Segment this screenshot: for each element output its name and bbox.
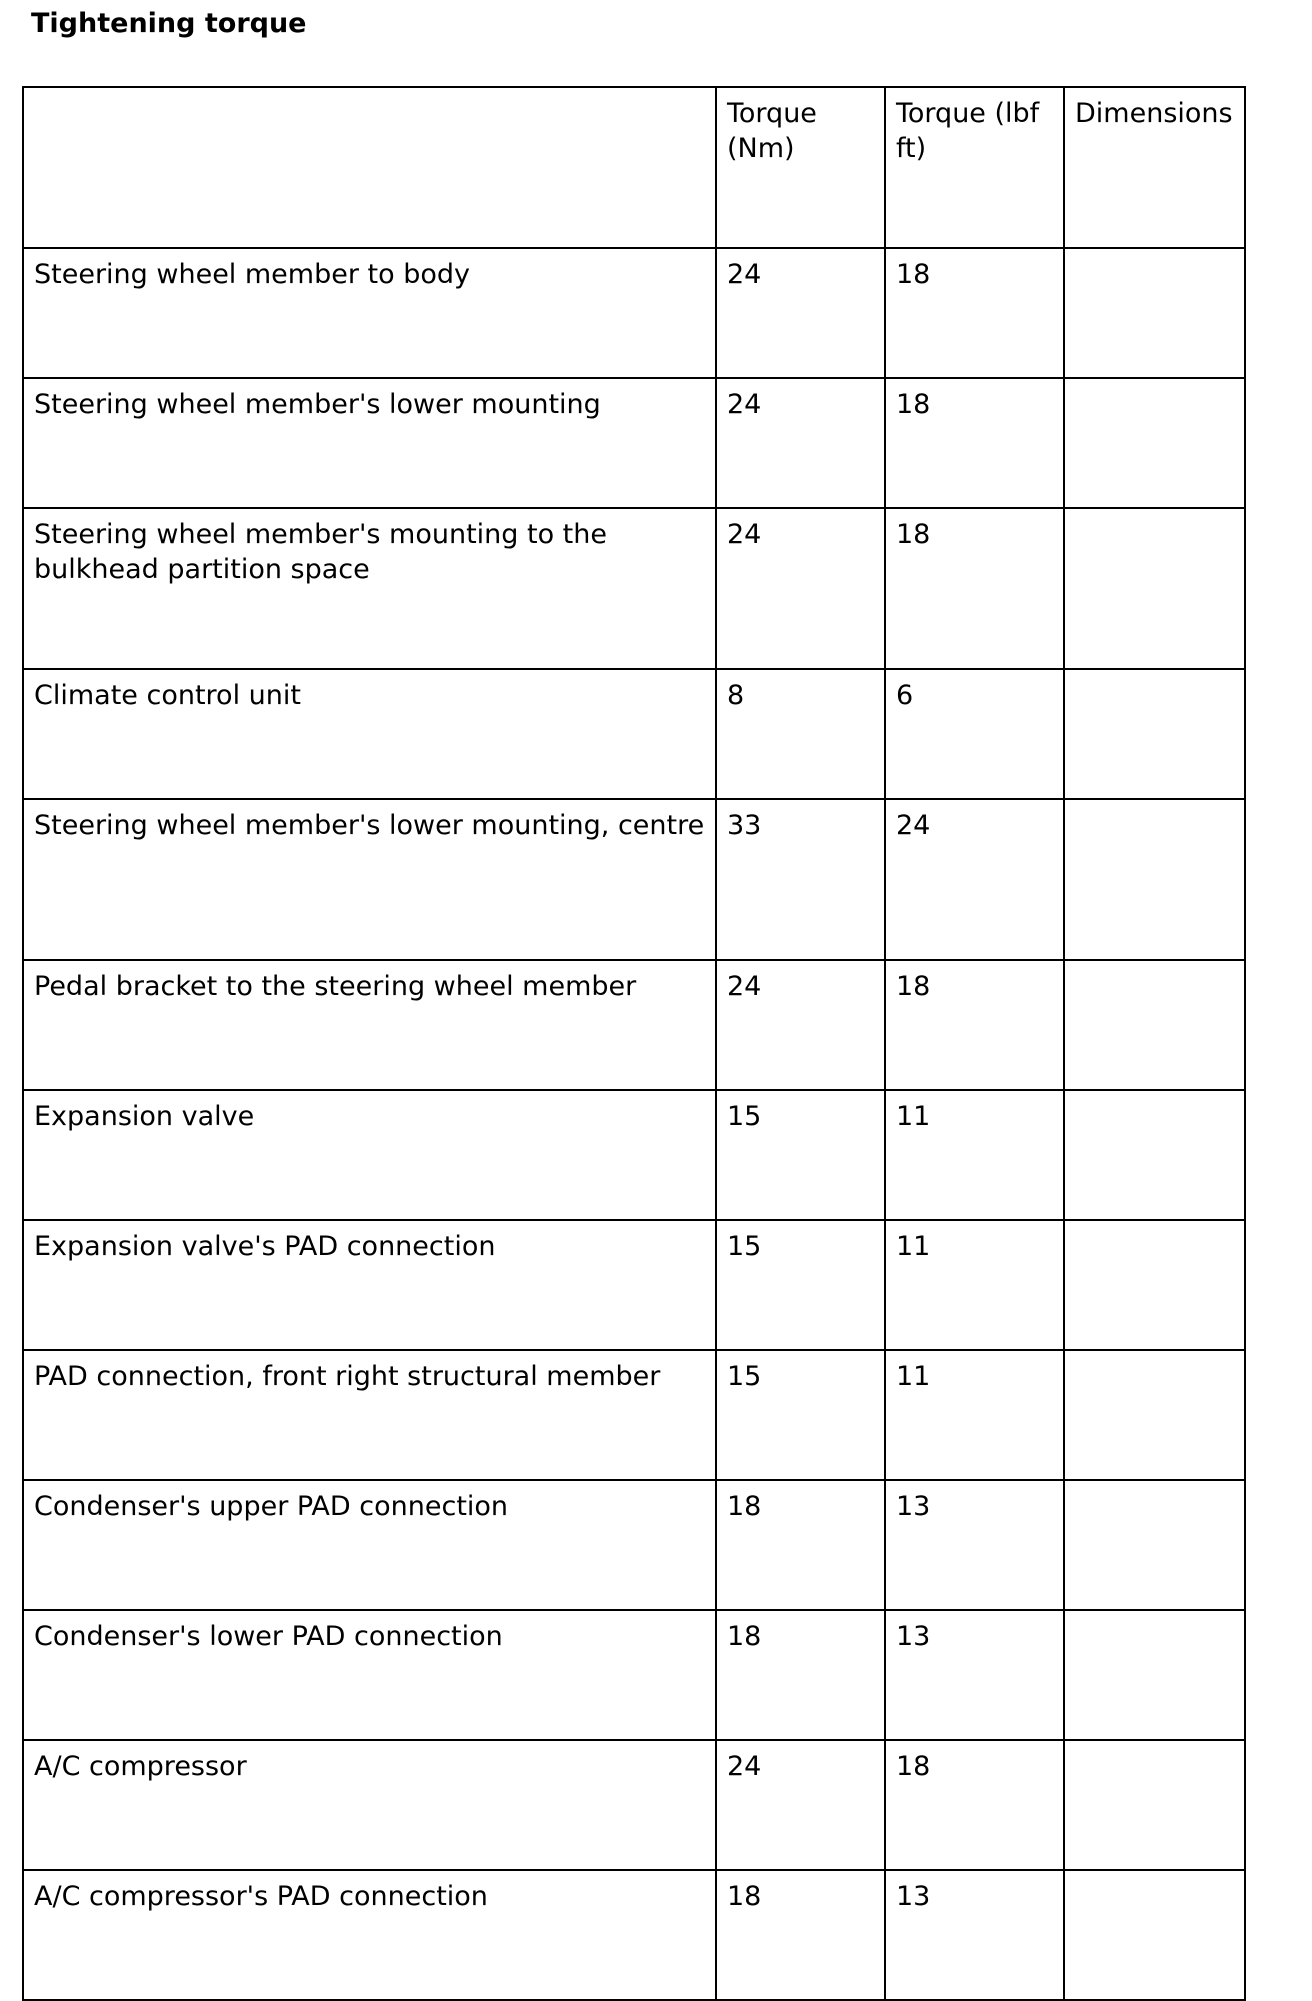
cell-item: Pedal bracket to the steering wheel member	[23, 960, 716, 1090]
cell-item: Expansion valve's PAD connection	[23, 1220, 716, 1350]
cell-item: Steering wheel member's lower mounting, centre	[23, 799, 716, 960]
table-row	[23, 1610, 1245, 1740]
table-row	[23, 960, 1245, 1090]
cell-item: Expansion valve	[23, 1090, 716, 1220]
cell-item: A/C compressor	[23, 1740, 716, 1870]
table-row	[23, 378, 1245, 508]
table-row	[23, 1480, 1245, 1610]
cell-torque-nm: 18	[716, 1870, 885, 2000]
cell-torque-nm: 24	[716, 378, 885, 508]
torque-table	[22, 86, 1246, 2001]
table-row	[23, 1740, 1245, 1870]
cell-torque-nm: 15	[716, 1350, 885, 1480]
table-row	[23, 248, 1245, 378]
cell-torque-nm: 15	[716, 1090, 885, 1220]
cell-torque-lbf: 11	[885, 1220, 1064, 1350]
page-title: Tightening torque	[31, 8, 307, 39]
cell-torque-nm: 24	[716, 1740, 885, 1870]
table-row	[23, 799, 1245, 960]
cell-torque-lbf: 13	[885, 1480, 1064, 1610]
cell-torque-nm: 33	[716, 799, 885, 960]
cell-torque-nm: 24	[716, 960, 885, 1090]
cell-dimensions	[1064, 1740, 1245, 1870]
cell-torque-lbf: 6	[885, 669, 1064, 799]
cell-torque-lbf: 11	[885, 1350, 1064, 1480]
cell-item: Steering wheel member to body	[23, 248, 716, 378]
cell-item: Condenser's lower PAD connection	[23, 1610, 716, 1740]
table-row	[23, 1090, 1245, 1220]
header-item	[23, 87, 716, 248]
table-row	[23, 669, 1245, 799]
cell-dimensions	[1064, 1350, 1245, 1480]
cell-item: Steering wheel member's mounting to the bulkhead partition space	[23, 508, 716, 669]
cell-torque-lbf: 13	[885, 1610, 1064, 1740]
cell-torque-lbf: 18	[885, 508, 1064, 669]
cell-dimensions	[1064, 1220, 1245, 1350]
cell-torque-lbf: 18	[885, 1740, 1064, 1870]
table-row	[23, 1350, 1245, 1480]
cell-torque-lbf: 18	[885, 378, 1064, 508]
cell-dimensions	[1064, 1090, 1245, 1220]
cell-item: Steering wheel member's lower mounting	[23, 378, 716, 508]
cell-dimensions	[1064, 1870, 1245, 2000]
cell-dimensions	[1064, 248, 1245, 378]
cell-torque-nm: 15	[716, 1220, 885, 1350]
cell-torque-nm: 18	[716, 1480, 885, 1610]
table-row	[23, 1220, 1245, 1350]
cell-dimensions	[1064, 508, 1245, 669]
cell-torque-lbf: 18	[885, 248, 1064, 378]
cell-item: A/C compressor's PAD connection	[23, 1870, 716, 2000]
cell-dimensions	[1064, 960, 1245, 1090]
cell-torque-lbf: 18	[885, 960, 1064, 1090]
cell-item: Condenser's upper PAD connection	[23, 1480, 716, 1610]
cell-item: Climate control unit	[23, 669, 716, 799]
cell-torque-nm: 24	[716, 508, 885, 669]
table-row	[23, 1870, 1245, 2000]
cell-dimensions	[1064, 378, 1245, 508]
cell-torque-lbf: 13	[885, 1870, 1064, 2000]
cell-dimensions	[1064, 1610, 1245, 1740]
header-dimensions: Dimensions	[1064, 87, 1245, 248]
cell-dimensions	[1064, 669, 1245, 799]
header-torque-nm: Torque (Nm)	[716, 87, 885, 248]
cell-torque-lbf: 24	[885, 799, 1064, 960]
header-torque-lbf: Torque (lbf ft)	[885, 87, 1064, 248]
table-row	[23, 508, 1245, 669]
header-row	[23, 87, 1245, 248]
cell-torque-nm: 8	[716, 669, 885, 799]
cell-item: PAD connection, front right structural member	[23, 1350, 716, 1480]
cell-torque-nm: 24	[716, 248, 885, 378]
cell-torque-lbf: 11	[885, 1090, 1064, 1220]
cell-dimensions	[1064, 799, 1245, 960]
cell-dimensions	[1064, 1480, 1245, 1610]
cell-torque-nm: 18	[716, 1610, 885, 1740]
